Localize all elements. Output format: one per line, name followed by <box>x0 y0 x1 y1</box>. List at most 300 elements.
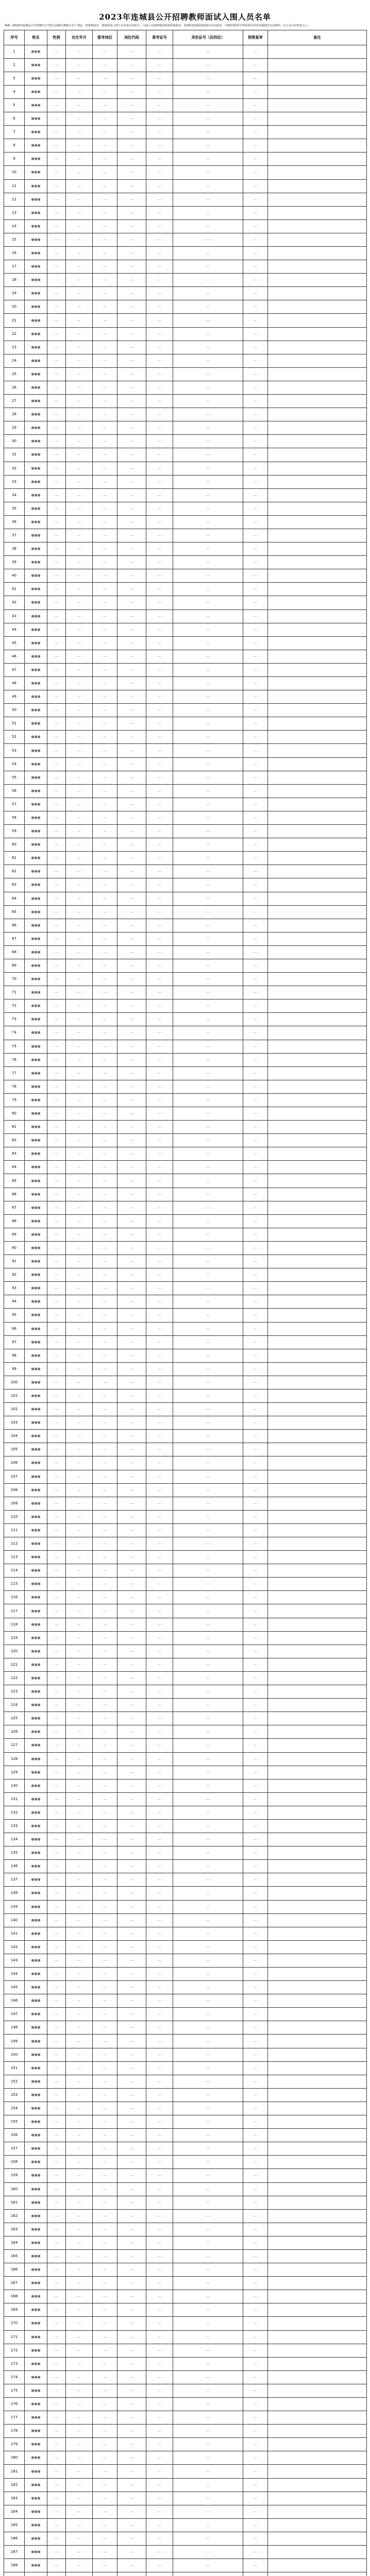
row-name: ●●● <box>25 2182 47 2196</box>
row-review: — <box>243 1725 268 1739</box>
row-note <box>268 2357 367 2370</box>
row-birth: — <box>66 1833 93 1846</box>
row-ticket: — <box>146 1846 173 1860</box>
row-birth: — <box>66 1416 93 1430</box>
row-name: ●●● <box>25 1671 47 1685</box>
row-sex: — <box>47 1013 66 1026</box>
row-review: — <box>243 152 268 166</box>
row-note <box>268 2546 367 2559</box>
row-name: ●●● <box>25 1161 47 1174</box>
row-position-code: — <box>117 1483 146 1497</box>
row-id: — <box>173 529 243 542</box>
row-name: ●●● <box>25 314 47 327</box>
row-birth: — <box>66 72 93 85</box>
row-position: — <box>93 1940 117 1954</box>
row-name: ●●● <box>25 1416 47 1430</box>
row-birth: — <box>66 959 93 972</box>
row-id: — <box>173 166 243 179</box>
row-no: 178 <box>4 2425 25 2438</box>
row-position: — <box>93 1645 117 1658</box>
row-note <box>268 1295 367 1309</box>
row-position: — <box>93 300 117 314</box>
table-row <box>4 2518 367 2532</box>
table-row <box>4 2411 367 2425</box>
row-no: 140 <box>4 1913 25 1927</box>
row-note <box>268 1618 367 1631</box>
row-position-code: — <box>117 1026 146 1040</box>
row-review: — <box>243 2169 268 2182</box>
row-position-code: — <box>117 838 146 852</box>
row-note <box>268 1080 367 1093</box>
row-id: — <box>173 1752 243 1766</box>
row-review: — <box>243 1846 268 1860</box>
row-id: — <box>173 395 243 408</box>
row-birth: — <box>66 2129 93 2142</box>
row-no: 34 <box>4 488 25 502</box>
row-ticket: — <box>146 1121 173 1134</box>
row-id: — <box>173 1080 243 1093</box>
row-position: — <box>93 2075 117 2088</box>
row-sex: — <box>47 704 66 717</box>
row-birth: — <box>66 543 93 556</box>
row-position-code: — <box>117 2021 146 2035</box>
row-name: ●●● <box>25 1295 47 1309</box>
row-position: — <box>93 2142 117 2156</box>
row-position-code: — <box>117 677 146 690</box>
row-id: — <box>173 2035 243 2048</box>
row-position: — <box>93 1282 117 1295</box>
row-note <box>268 260 367 274</box>
row-id: — <box>173 2196 243 2209</box>
row-id: — <box>173 543 243 556</box>
row-sex: — <box>47 623 66 636</box>
row-note <box>268 1389 367 1402</box>
row-no: 106 <box>4 1456 25 1470</box>
row-id: — <box>173 663 243 676</box>
row-position-code: — <box>117 515 146 529</box>
row-ticket: — <box>146 1376 173 1389</box>
row-name: ●●● <box>25 798 47 811</box>
row-name: ●●● <box>25 448 47 462</box>
row-birth: — <box>66 2115 93 2129</box>
row-no: 73 <box>4 1013 25 1026</box>
row-review: — <box>243 341 268 354</box>
row-birth: — <box>66 193 93 206</box>
row-ticket: — <box>146 717 173 731</box>
row-no: 127 <box>4 1739 25 1752</box>
row-no: 123 <box>4 1685 25 1699</box>
row-sex: — <box>47 798 66 811</box>
row-no: 157 <box>4 2142 25 2156</box>
row-note <box>268 973 367 986</box>
row-name: ●●● <box>25 1564 47 1578</box>
row-note <box>268 1510 367 1523</box>
row-note <box>268 2182 367 2196</box>
table-row <box>4 448 367 462</box>
row-name: ●●● <box>25 1685 47 1699</box>
row-sex: — <box>47 206 66 219</box>
row-position: — <box>93 354 117 367</box>
row-sex: — <box>47 825 66 838</box>
table-row <box>4 1887 367 1900</box>
row-id: — <box>173 2344 243 2357</box>
row-no: 54 <box>4 757 25 771</box>
row-ticket: — <box>146 2303 173 2317</box>
row-note <box>268 2048 367 2061</box>
row-position-code: — <box>117 1443 146 1456</box>
row-name: ●●● <box>25 1887 47 1900</box>
row-position-code: — <box>117 1591 146 1604</box>
row-sex: — <box>47 2438 66 2451</box>
row-no: 90 <box>4 1241 25 1255</box>
row-ticket: — <box>146 58 173 72</box>
row-id: — <box>173 435 243 448</box>
row-review: — <box>243 1873 268 1887</box>
row-review: — <box>243 327 268 341</box>
row-birth: — <box>66 206 93 219</box>
row-birth: — <box>66 2330 93 2344</box>
row-ticket: — <box>146 529 173 542</box>
row-id: — <box>173 609 243 623</box>
row-ticket: — <box>146 986 173 999</box>
table-row <box>4 1523 367 1537</box>
row-ticket: — <box>146 650 173 663</box>
row-sex: — <box>47 1618 66 1631</box>
row-no: 22 <box>4 327 25 341</box>
row-position: — <box>93 1309 117 1322</box>
row-ticket: — <box>146 1658 173 1671</box>
row-name: ●●● <box>25 2236 47 2249</box>
row-position: — <box>93 2532 117 2545</box>
row-note <box>268 892 367 905</box>
row-position-code: — <box>117 367 146 381</box>
row-id: — <box>173 58 243 72</box>
row-position-code: — <box>117 556 146 569</box>
row-id: — <box>173 1846 243 1860</box>
table-row <box>4 2249 367 2263</box>
row-no: 46 <box>4 650 25 663</box>
row-review: — <box>243 448 268 462</box>
row-ticket: — <box>146 1806 173 1819</box>
row-no: 181 <box>4 2465 25 2478</box>
row-note <box>268 1188 367 1201</box>
row-position-code: — <box>117 1362 146 1376</box>
row-note <box>268 529 367 542</box>
row-birth: — <box>66 1537 93 1551</box>
row-sex: — <box>47 98 66 112</box>
row-sex: — <box>47 999 66 1013</box>
row-note <box>268 274 367 287</box>
row-position: — <box>93 287 117 300</box>
row-birth: — <box>66 1147 93 1161</box>
row-note <box>268 193 367 206</box>
row-birth: — <box>66 1551 93 1564</box>
row-position-code: — <box>117 959 146 972</box>
row-birth: — <box>66 583 93 596</box>
row-review: — <box>243 1604 268 1618</box>
row-sex: — <box>47 1846 66 1860</box>
table-row <box>4 892 367 905</box>
table-row <box>4 1241 367 1255</box>
row-note <box>268 2438 367 2451</box>
row-no: 61 <box>4 852 25 865</box>
row-sex: — <box>47 152 66 166</box>
row-position: — <box>93 462 117 475</box>
row-review: — <box>243 1121 268 1134</box>
row-note <box>268 1349 367 1362</box>
row-review: — <box>243 2425 268 2438</box>
row-note <box>268 1147 367 1161</box>
row-position-code: — <box>117 1739 146 1752</box>
row-id: — <box>173 260 243 274</box>
row-review: — <box>243 1403 268 1416</box>
row-name: ●●● <box>25 58 47 72</box>
row-ticket: — <box>146 166 173 179</box>
row-no: 161 <box>4 2196 25 2209</box>
row-sex: — <box>47 1066 66 1080</box>
row-name: ●●● <box>25 784 47 798</box>
row-birth: — <box>66 1940 93 1954</box>
row-note <box>268 2277 367 2290</box>
row-birth: — <box>66 367 93 381</box>
row-birth: — <box>66 1631 93 1645</box>
row-id: — <box>173 247 243 260</box>
row-ticket: — <box>146 744 173 757</box>
row-review: — <box>243 219 268 233</box>
row-name: ●●● <box>25 892 47 905</box>
row-no: 20 <box>4 300 25 314</box>
row-note <box>268 556 367 569</box>
row-position-code: — <box>117 2156 146 2169</box>
row-position-code: — <box>117 2370 146 2384</box>
row-id: — <box>173 973 243 986</box>
row-id: — <box>173 2263 243 2277</box>
row-position: — <box>93 583 117 596</box>
table-row <box>4 1053 367 1066</box>
row-note <box>268 1671 367 1685</box>
row-position-code: — <box>117 206 146 219</box>
row-position: — <box>93 2344 117 2357</box>
row-position: — <box>93 1335 117 1349</box>
table-row <box>4 1201 367 1214</box>
row-no: 15 <box>4 233 25 246</box>
row-review: — <box>243 852 268 865</box>
row-sex: — <box>47 945 66 959</box>
row-ticket: — <box>146 2156 173 2169</box>
row-name: ●●● <box>25 2290 47 2303</box>
row-no: 79 <box>4 1093 25 1107</box>
row-no: 81 <box>4 1121 25 1134</box>
row-position-code: — <box>117 2384 146 2397</box>
row-name: ●●● <box>25 1134 47 1147</box>
row-name: ●●● <box>25 1497 47 1510</box>
row-review: — <box>243 488 268 502</box>
row-ticket: — <box>146 556 173 569</box>
row-sex: — <box>47 1712 66 1725</box>
row-position-code: — <box>117 179 146 193</box>
row-position-code: — <box>117 2465 146 2478</box>
header-ticket: 准考证号 <box>146 30 173 45</box>
row-name: ●●● <box>25 556 47 569</box>
row-id: — <box>173 1443 243 1456</box>
row-birth: — <box>66 2303 93 2317</box>
row-position: — <box>93 1241 117 1255</box>
row-note <box>268 2317 367 2330</box>
row-review: — <box>243 1080 268 1093</box>
row-review: — <box>243 690 268 704</box>
row-no: 100 <box>4 1376 25 1389</box>
row-position: — <box>93 744 117 757</box>
row-position: — <box>93 677 117 690</box>
table-row <box>4 1819 367 1833</box>
row-note <box>268 1309 367 1322</box>
row-name: ●●● <box>25 529 47 542</box>
row-id: — <box>173 1819 243 1833</box>
row-ticket: — <box>146 152 173 166</box>
row-note <box>268 1578 367 1591</box>
row-note <box>268 2411 367 2425</box>
row-position: — <box>93 1376 117 1389</box>
row-name: ●●● <box>25 502 47 515</box>
row-id: — <box>173 98 243 112</box>
row-name: ●●● <box>25 717 47 731</box>
row-review: — <box>243 1483 268 1497</box>
row-ticket: — <box>146 2478 173 2492</box>
row-birth: — <box>66 1618 93 1631</box>
row-note <box>268 865 367 878</box>
row-position: — <box>93 623 117 636</box>
row-no: 2 <box>4 58 25 72</box>
table-row <box>4 2035 367 2048</box>
row-name: ●●● <box>25 1739 47 1752</box>
row-review: — <box>243 515 268 529</box>
row-ticket: — <box>146 1604 173 1618</box>
row-id: — <box>173 2384 243 2397</box>
row-position: — <box>93 2398 117 2411</box>
row-name: ●●● <box>25 219 47 233</box>
row-name: ●●● <box>25 1537 47 1551</box>
row-note <box>268 1268 367 1282</box>
row-ticket: — <box>146 1268 173 1282</box>
row-sex: — <box>47 314 66 327</box>
row-position-code: — <box>117 1389 146 1402</box>
row-birth: — <box>66 2088 93 2102</box>
row-sex: — <box>47 1940 66 1954</box>
row-sex: — <box>47 2505 66 2518</box>
row-birth: — <box>66 1201 93 1214</box>
row-sex: — <box>47 1362 66 1376</box>
row-no: 170 <box>4 2317 25 2330</box>
row-review: — <box>243 2546 268 2559</box>
row-id: — <box>173 731 243 744</box>
row-sex: — <box>47 1887 66 1900</box>
row-no: 141 <box>4 1927 25 1940</box>
row-id: — <box>173 381 243 394</box>
row-note <box>268 1214 367 1228</box>
row-sex: — <box>47 2115 66 2129</box>
table-row <box>4 1295 367 1309</box>
row-no: 180 <box>4 2451 25 2465</box>
row-review: — <box>243 2532 268 2545</box>
row-name: ●●● <box>25 2277 47 2290</box>
row-no: 56 <box>4 784 25 798</box>
row-note <box>268 408 367 421</box>
row-ticket: — <box>146 206 173 219</box>
row-birth: — <box>66 421 93 435</box>
row-birth: — <box>66 1887 93 1900</box>
row-ticket: — <box>146 1066 173 1080</box>
row-note <box>268 233 367 246</box>
row-birth: — <box>66 2061 93 2075</box>
row-position: — <box>93 247 117 260</box>
row-review: — <box>243 1618 268 1631</box>
row-position: — <box>93 179 117 193</box>
table-row <box>4 219 367 233</box>
row-ticket: — <box>146 2048 173 2061</box>
row-note <box>268 999 367 1013</box>
table-row <box>4 825 367 838</box>
row-no: 3 <box>4 72 25 85</box>
table-row <box>4 1066 367 1080</box>
row-name: ●●● <box>25 1201 47 1214</box>
row-review: — <box>243 1322 268 1335</box>
row-id <box>173 2572 243 2576</box>
row-position: — <box>93 1510 117 1523</box>
row-position: — <box>93 2425 117 2438</box>
row-note <box>268 2425 367 2438</box>
table-row <box>4 1322 367 1335</box>
row-id: — <box>173 583 243 596</box>
row-name: ●●● <box>25 2196 47 2209</box>
table-row <box>4 852 367 865</box>
row-birth: — <box>66 1026 93 1040</box>
row-no: 43 <box>4 609 25 623</box>
row-note <box>268 2115 367 2129</box>
row-no: 76 <box>4 1053 25 1066</box>
row-ticket: — <box>146 1954 173 1967</box>
row-note <box>268 2330 367 2344</box>
row-position-code: — <box>117 2075 146 2088</box>
row-note <box>268 515 367 529</box>
row-birth: — <box>66 757 93 771</box>
row-birth: — <box>66 1739 93 1752</box>
row-position-code: — <box>117 152 146 166</box>
row-birth: — <box>66 435 93 448</box>
table-row <box>4 2169 367 2182</box>
row-position-code: — <box>117 2129 146 2142</box>
row-no: 109 <box>4 1497 25 1510</box>
row-note <box>268 2129 367 2142</box>
row-note <box>268 986 367 999</box>
row-birth: — <box>66 1510 93 1523</box>
row-sex: — <box>47 2465 66 2478</box>
table-row <box>4 126 367 139</box>
row-sex: — <box>47 367 66 381</box>
row-birth <box>66 2572 93 2576</box>
row-sex: — <box>47 2411 66 2425</box>
table-row <box>4 1309 367 1322</box>
row-birth: — <box>66 878 93 892</box>
row-id: — <box>173 1658 243 1671</box>
row-birth: — <box>66 825 93 838</box>
row-position: — <box>93 1080 117 1093</box>
row-position-code: — <box>117 2559 146 2572</box>
row-name: ●●● <box>25 85 47 98</box>
row-id: — <box>173 556 243 569</box>
row-birth: — <box>66 1645 93 1658</box>
table-row <box>4 2370 367 2384</box>
row-birth: — <box>66 166 93 179</box>
